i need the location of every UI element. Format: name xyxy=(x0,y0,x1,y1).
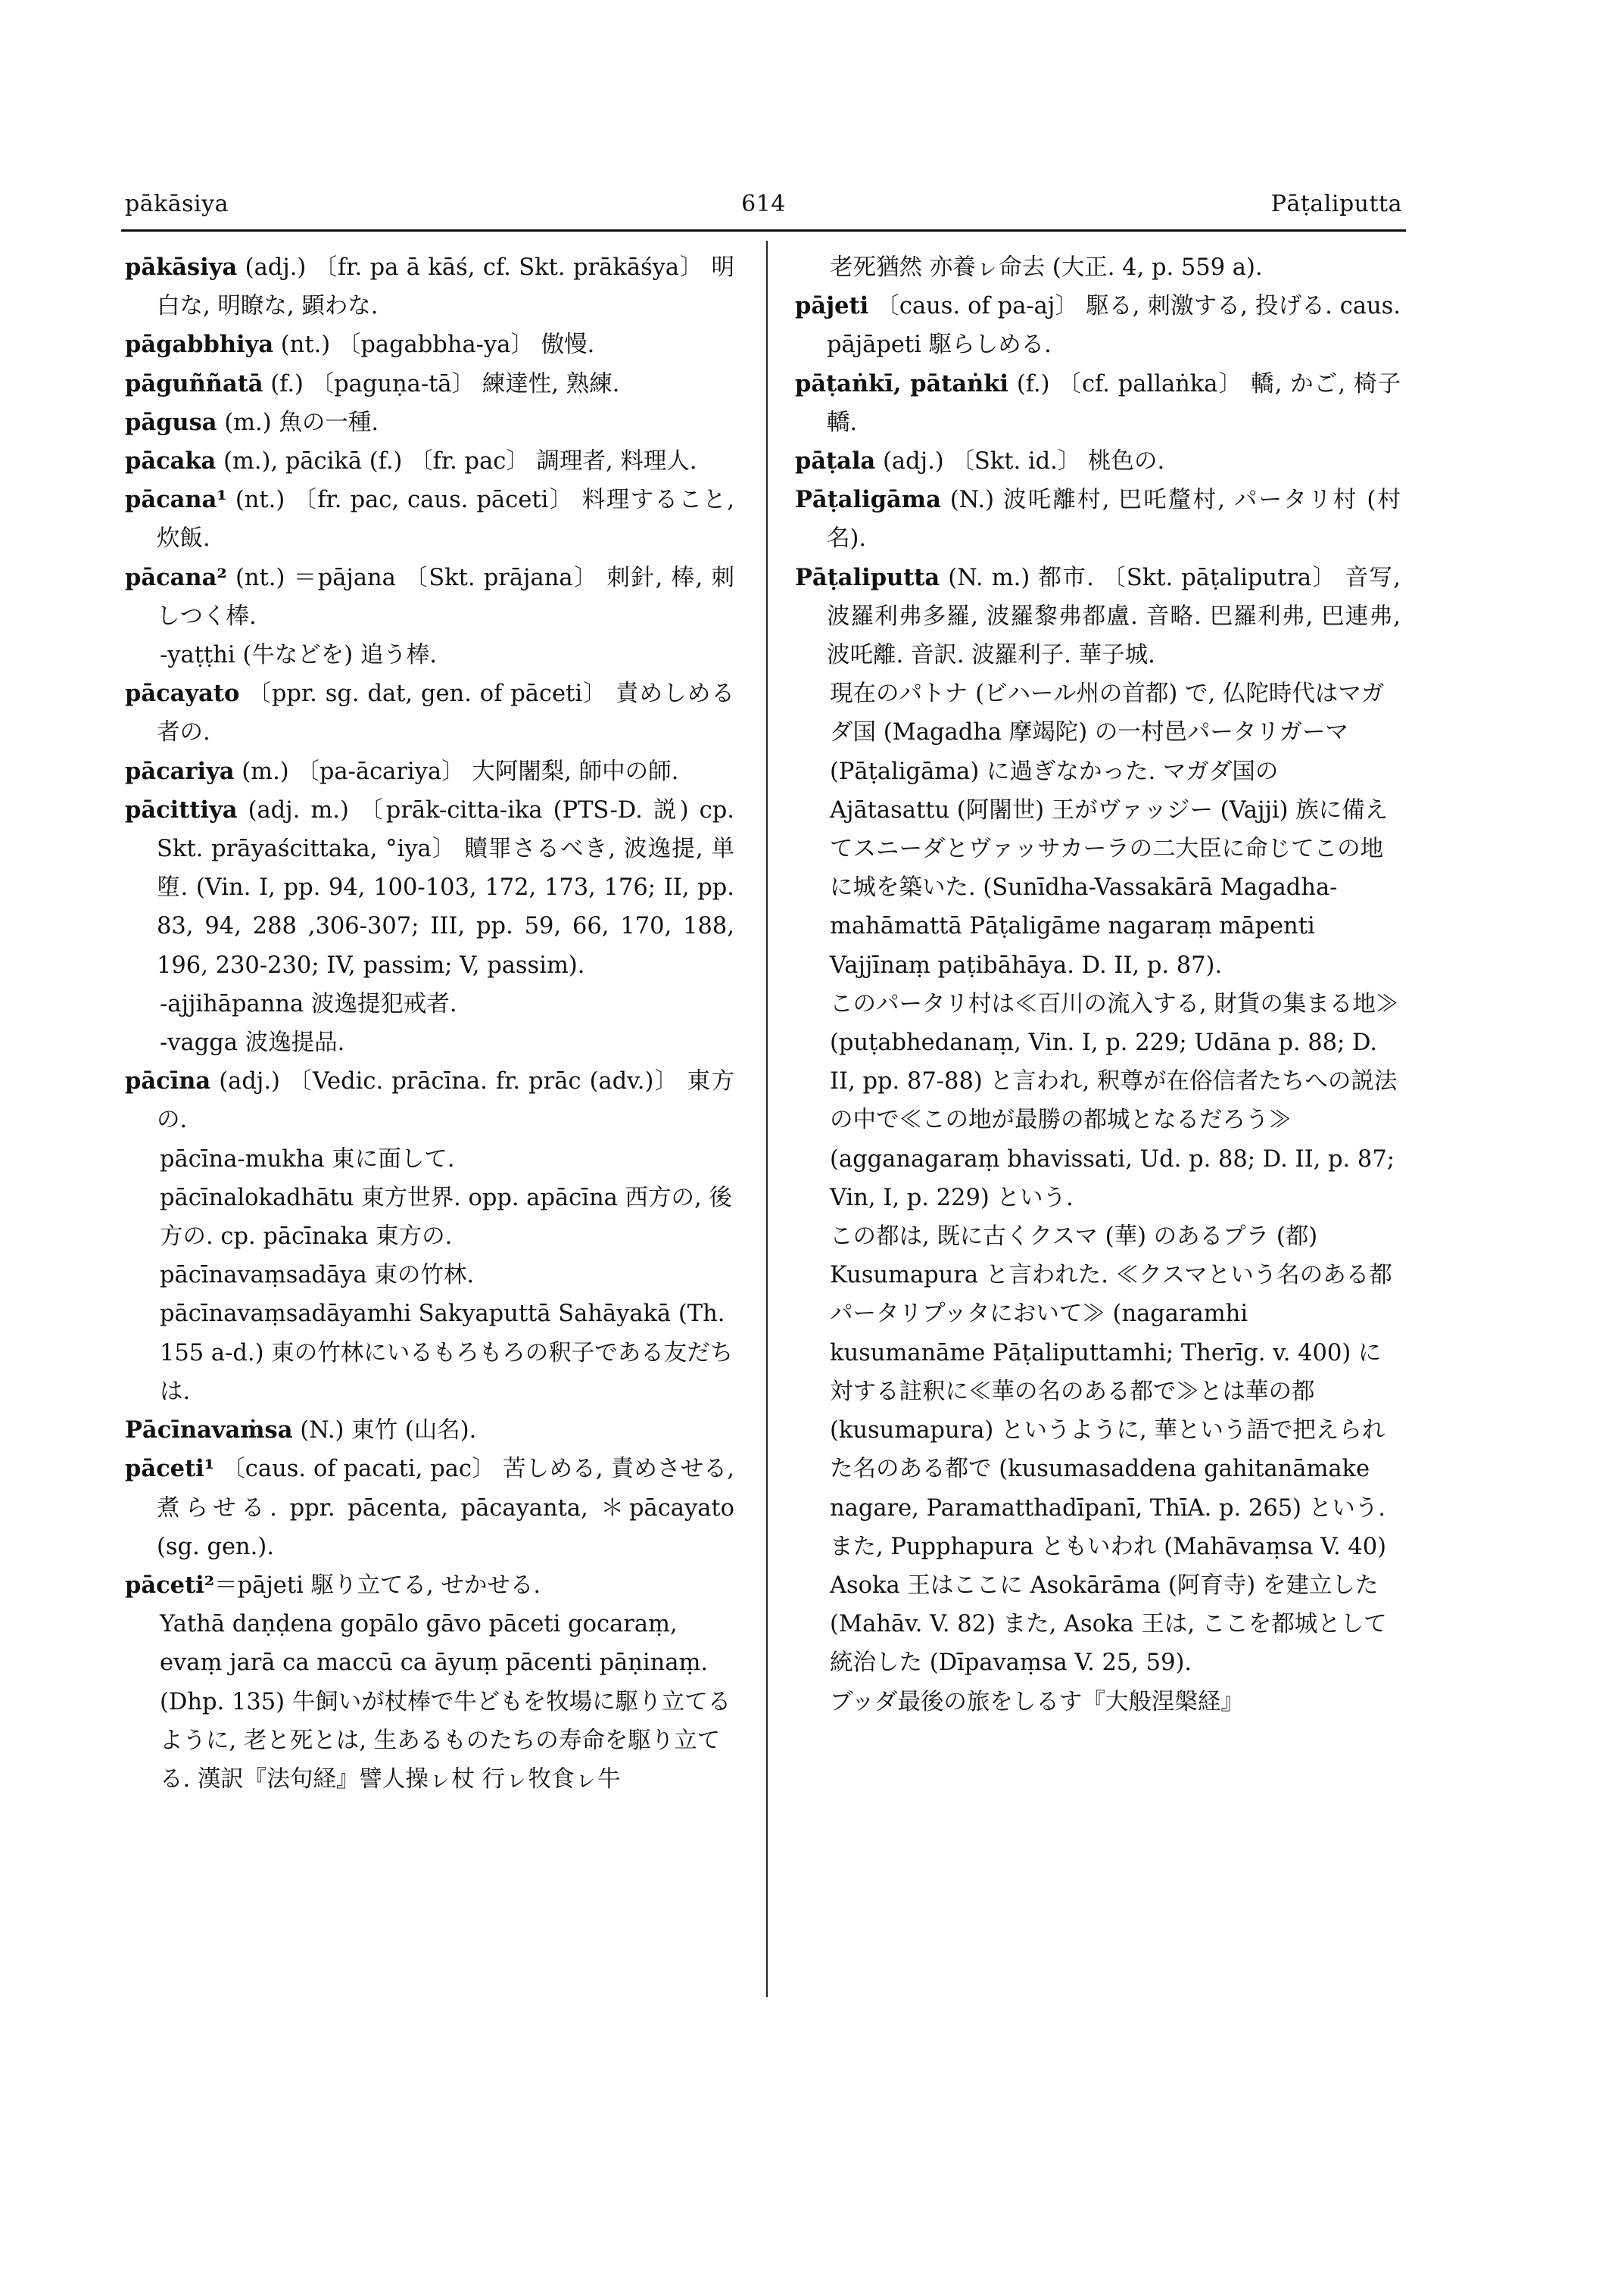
entry xyxy=(125,1411,734,1450)
entry xyxy=(795,365,1401,442)
entry-body: (f.) 〔cf. pallaṅka〕 轎, かご, 椅子轎. xyxy=(827,370,1401,436)
paragraph: 現在のパトナ (ビハール州の首都) で, 仏陀時代はマガダ国 (Magadha 摩竭陀) の一村邑パータリガーマ (Pāṭaligāma) に過ぎなかった. マガダ国の Ajātasattu (阿闍世) 王がヴァッジー (Vajji) 族に備えてスニーダとヴァッサカーラの二大臣に命じてこの地に城を築いた. (Sunīdha-Vassakārā Magadha-mahāmattā Pāṭaligāme nagaraṃ māpenti Vajjīnaṃ paṭibāhāya. D. II, p. 87). xyxy=(830,681,1389,979)
entry-body: (f.) 〔paguṇa-tā〕 練達性, 熟練. xyxy=(270,370,620,397)
entry-body: (m.) 〔pa-ācariya〕 大阿闍梨, 師中の師. xyxy=(242,758,679,785)
entry-body: (nt.) 〔fr. pac, caus. pāceti〕 料理すること, 炊飯. xyxy=(157,487,734,553)
page-number: 614 xyxy=(741,191,786,217)
entry-headword: pācariya xyxy=(125,757,235,785)
entry xyxy=(125,248,734,326)
entry xyxy=(125,1062,734,1139)
entry-headword: pāgabbhiya xyxy=(125,331,274,359)
entry xyxy=(795,481,1401,558)
sub-entry: -yaṭṭhi (牛などを) 追う棒. xyxy=(160,642,438,669)
entry-body: (m.) 魚の一種. xyxy=(224,409,379,436)
entry-body: 〔caus. of pa-aj〕 駆る, 刺激する, 投げる. caus. pājāpeti 駆らしめる. xyxy=(827,293,1401,359)
entry-headword: pācittiya xyxy=(125,796,238,824)
entry-body: 〔caus. of pacati, pac〕 苦しめる, 責めさせる, 煮らせる. ppr. pācenta, pācayanta, ＊pācayato (sg. gen.). xyxy=(157,1456,734,1560)
entry-body: (m.), pācikā (f.) 〔fr. pac〕 調理者, 料理人. xyxy=(223,448,697,475)
entry-headword: pāgusa xyxy=(125,408,217,436)
entry-body: (N.) 東竹 (山名). xyxy=(300,1417,477,1444)
right-column xyxy=(795,248,1401,1721)
entry xyxy=(125,1450,734,1566)
entry-headword: Pācīnavaṁsa xyxy=(125,1416,293,1444)
sub-entry: -vagga 波逸提品. xyxy=(160,1030,345,1057)
entry xyxy=(125,675,734,752)
entry xyxy=(125,442,734,481)
entry-body: (adj.) 〔Skt. id.〕 桃色の. xyxy=(883,448,1165,475)
sub-entry: -ajjihāpanna 波逸提犯戒者. xyxy=(160,990,457,1017)
entry xyxy=(125,752,734,791)
sub-entry: Yathā daṇḍena gopālo gāvo pāceti gocaraṃ, evaṃ jarā ca maccū ca āyuṃ pācenti pāṇinaṃ. (Dhp. 135) 牛飼いが杖棒で牛どもを牧場に駆り立てるように, 老と死とは, 生あるものたちの寿命を駆り立てる. 漢訳『法句経』譬人操ㇾ杖 行ㇾ牧食ㇾ牛 xyxy=(160,1611,731,1793)
entry-body: (nt.) ＝pājana 〔Skt. prājana〕 刺針, 棒, 刺しつく棒. xyxy=(157,564,734,630)
header-rule xyxy=(121,229,1406,232)
entry-headword: pācana² xyxy=(125,563,227,591)
paragraph: また, Pupphapura ともいわれ (Mahāvaṃsa V. 40) Asoka 王はここに Asokārāma (阿育寺) を建立した (Mahāv. V. 82) また, Asoka 王は, ここを都城として統治した (Dīpavaṃsa V. 25, 59). xyxy=(830,1533,1387,1677)
header-left-guideword: pākāsiya xyxy=(125,191,229,217)
header-right-guideword: Pāṭaliputta xyxy=(1270,191,1402,217)
continuation-text: 老死猶然 亦養ㇾ命去 (大正. 4, p. 559 a). xyxy=(830,254,1263,281)
entry-body: (N.) 波吒離村, 巴吒釐村, パータリ村 (村名). xyxy=(827,487,1401,553)
entry-headword: Pāṭaligāma xyxy=(795,486,941,514)
sub-entry: pācīnavaṃsadāyamhi Sakyaputtā Sahāyakā (Th. 155 a-d.) 東の竹林にいるもろもろの釈子である友だちは. xyxy=(160,1301,734,1405)
entry-body: 〔ppr. sg. dat, gen. of pāceti〕 責めしめる者の. xyxy=(157,681,734,746)
entry xyxy=(125,559,734,636)
paragraph: ブッダ最後の旅をしるす『大般涅槃経』 xyxy=(830,1688,1244,1715)
entry-body: ＝pājeti 駆り立てる, せかせる. xyxy=(214,1572,541,1599)
entry-body: (nt.) 〔pagabbha-ya〕 傲慢. xyxy=(280,332,595,359)
entry-headword: pāceti¹ xyxy=(125,1455,215,1483)
sub-entry: pācīnavaṃsadāya 東の竹林. xyxy=(160,1262,475,1289)
left-column xyxy=(125,248,734,1799)
entry xyxy=(795,442,1401,481)
sub-entry: pācīnalokadhātu 東方世界. opp. apācīna 西方の, 後方の. cp. pācīnaka 東方の. xyxy=(160,1184,732,1251)
column-divider xyxy=(766,241,768,1997)
entry xyxy=(795,287,1401,364)
entry xyxy=(795,559,1401,675)
paragraph: このパータリ村は≪百川の流入する, 財貨の集まる地≫ (puṭabhedanaṃ, Vin. I, p. 229; Udāna p. 88; D. II, pp. 87-88) と言われ, 釈尊が在俗信者たちへの説法の中で≪この地が最勝の都城となるだろう≫ (agganagaraṃ bhavissati, Ud. p. 88; D. II, p. 87; Vin, I, p. 229) という. xyxy=(830,990,1399,1211)
entry-body: (adj. m.) 〔prāk-citta-ika (PTS-D. 説) cp. Skt. prāyaścittaka, °iya〕 贖罪さるべき, 波逸提, 単堕. (Vin. I, pp. 94, 100-103, 172, 173, 176; II, pp. 83, 94, 288 ,306-307; III, pp. 59, 66, 170, 188, 196, 230-230; IV, passim; V, passim). xyxy=(157,796,734,979)
entry-body: (N. m.) 都市. 〔Skt. pāṭaliputra〕 音写, 波羅利弗多羅, 波羅黎弗都盧. 音略. 巴羅利弗, 巴連弗, 波吒離. 音訳. 波羅利子. 華子城. xyxy=(827,564,1401,669)
entry-headword: pājeti xyxy=(795,292,869,320)
entry-headword: pāṭala xyxy=(795,447,876,475)
entry xyxy=(125,326,734,364)
entry-headword: pāguññatā xyxy=(125,369,263,397)
entry xyxy=(125,1566,734,1605)
paragraph: この都は, 既に古くクスマ (華) のあるプラ (都) Kusumapura と言われた. ≪クスマという名のある都パータリプッタにおいて≫ (nagaramhi kusumanāme Pāṭaliputtamhi; Therīg. v. 400) に対する註釈に≪華の名のある都で≫とは華の都 (kusumapura) というように, 華という語で把えられた名のある都で (kusumasaddena gahitanāmake nagare, Paramatthadīpanī, ThīA. p. 265) という. xyxy=(830,1223,1392,1522)
entry-headword: Pāṭaliputta xyxy=(795,563,940,591)
entry xyxy=(125,481,734,558)
entry xyxy=(125,791,734,985)
entry-headword: pāceti² xyxy=(125,1571,215,1599)
entry-headword: pācīna xyxy=(125,1067,211,1095)
entry-body: (adj.) 〔Vedic. prācīna. fr. prāc (adv.)〕 東方の. xyxy=(157,1068,735,1134)
entry-headword: pācaka xyxy=(125,447,217,475)
sub-entry: pācīna-mukha 東に面して. xyxy=(160,1145,455,1173)
entry-body: (adj.) 〔fr. pa ā kāś, cf. Skt. prākāśya〕 明白な, 明瞭な, 顕わな. xyxy=(157,254,734,320)
entry xyxy=(125,365,734,403)
entry-headword: pācana¹ xyxy=(125,486,227,514)
entry-headword: pāṭaṅkī, pātaṅki xyxy=(795,369,1009,397)
entry-headword: pācayato xyxy=(125,680,240,708)
entry xyxy=(125,403,734,442)
entry-headword: pākāsiya xyxy=(125,254,238,281)
